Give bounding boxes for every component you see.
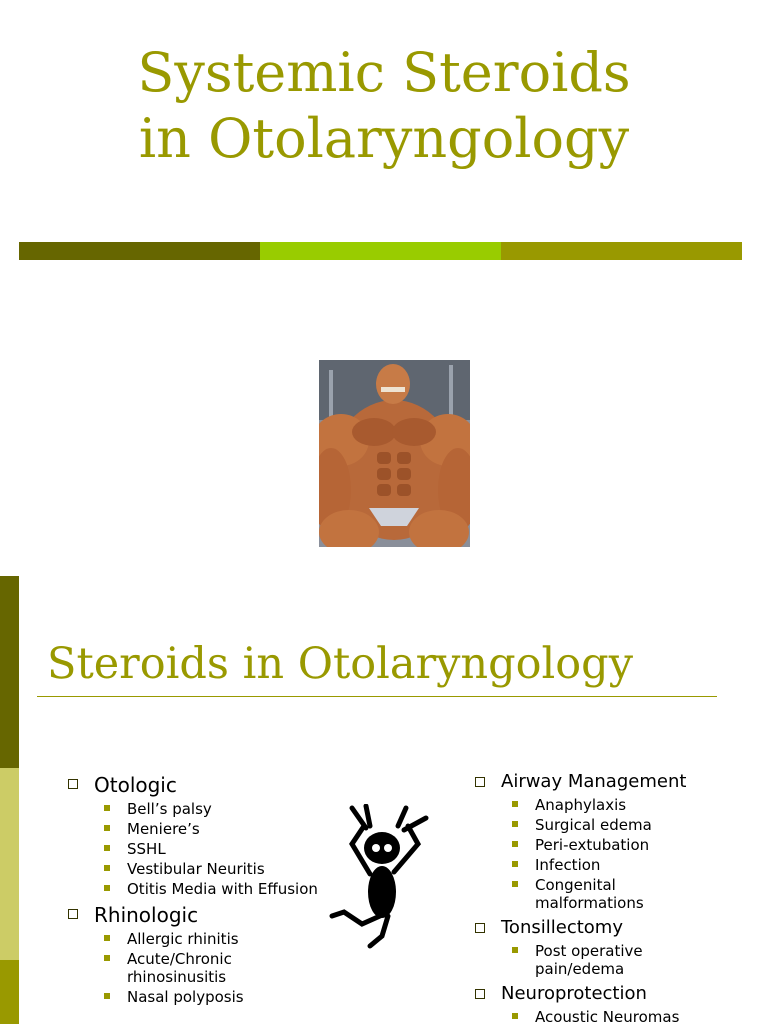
hollow-square-bullet-icon xyxy=(68,909,78,919)
header-band-dark xyxy=(19,242,260,260)
square-bullet-icon xyxy=(512,821,518,827)
square-bullet-icon xyxy=(104,825,110,831)
list-item: Peri-extubation xyxy=(473,836,733,854)
slide-2 xyxy=(0,572,768,1024)
list-item: Congenital malformations xyxy=(473,876,655,912)
square-bullet-icon xyxy=(512,861,518,867)
list-item: Post operative pain/edema xyxy=(473,942,655,978)
hollow-square-bullet-icon xyxy=(475,989,485,999)
square-bullet-icon xyxy=(104,935,110,941)
list-item: Anaphylaxis xyxy=(473,796,733,814)
list-item: SSHL xyxy=(66,840,336,858)
list-item: Vestibular Neuritis xyxy=(66,860,336,878)
list-heading: Rhinologic xyxy=(66,902,336,928)
list-heading: Airway Management xyxy=(473,770,733,794)
list-group-rhinologic xyxy=(66,902,336,1006)
square-bullet-icon xyxy=(104,955,110,961)
title-underline xyxy=(37,696,717,697)
header-band-bright xyxy=(260,242,501,260)
side-band-light xyxy=(0,768,19,960)
title-line-2: in Otolaryngology xyxy=(138,107,630,170)
hollow-square-bullet-icon xyxy=(475,923,485,933)
frustrated-stick-figure xyxy=(322,804,444,950)
list-group-airway xyxy=(473,770,733,912)
hollow-square-bullet-icon xyxy=(475,777,485,787)
list-item: Acute/Chronic rhinosinusitis xyxy=(66,950,247,986)
list-item: Nasal polyposis xyxy=(66,988,336,1006)
side-band-dark xyxy=(0,576,19,768)
slide-1-title xyxy=(0,40,768,172)
square-bullet-icon xyxy=(104,805,110,811)
square-bullet-icon xyxy=(104,993,110,999)
header-band-olive xyxy=(501,242,742,260)
right-column xyxy=(473,770,733,1024)
square-bullet-icon xyxy=(512,947,518,953)
hollow-square-bullet-icon xyxy=(68,779,78,789)
slide-2-title: Steroids in Otolaryngology xyxy=(47,639,633,689)
list-item: Acoustic Neuromas xyxy=(473,1008,733,1024)
list-group-otologic xyxy=(66,772,336,898)
square-bullet-icon xyxy=(512,841,518,847)
list-heading: Neuroprotection xyxy=(473,982,733,1006)
list-item: Infection xyxy=(473,856,733,874)
square-bullet-icon xyxy=(512,881,518,887)
title-line-1: Systemic Steroids xyxy=(137,41,631,104)
side-band-olive xyxy=(0,960,19,1024)
square-bullet-icon xyxy=(104,865,110,871)
list-heading: Tonsillectomy xyxy=(473,916,733,940)
left-column xyxy=(66,772,336,1010)
list-item: Bell’s palsy xyxy=(66,800,336,818)
list-group-neuroprotection xyxy=(473,982,733,1024)
list-item: Otitis Media with Effusion xyxy=(66,880,336,898)
list-group-tonsillectomy xyxy=(473,916,733,978)
list-item: Meniere’s xyxy=(66,820,336,838)
square-bullet-icon xyxy=(104,845,110,851)
list-heading: Otologic xyxy=(66,772,336,798)
square-bullet-icon xyxy=(512,1013,518,1019)
list-item: Surgical edema xyxy=(473,816,733,834)
square-bullet-icon xyxy=(104,885,110,891)
square-bullet-icon xyxy=(512,801,518,807)
list-item: Allergic rhinitis xyxy=(66,930,336,948)
bodybuilder-photo xyxy=(319,360,470,547)
